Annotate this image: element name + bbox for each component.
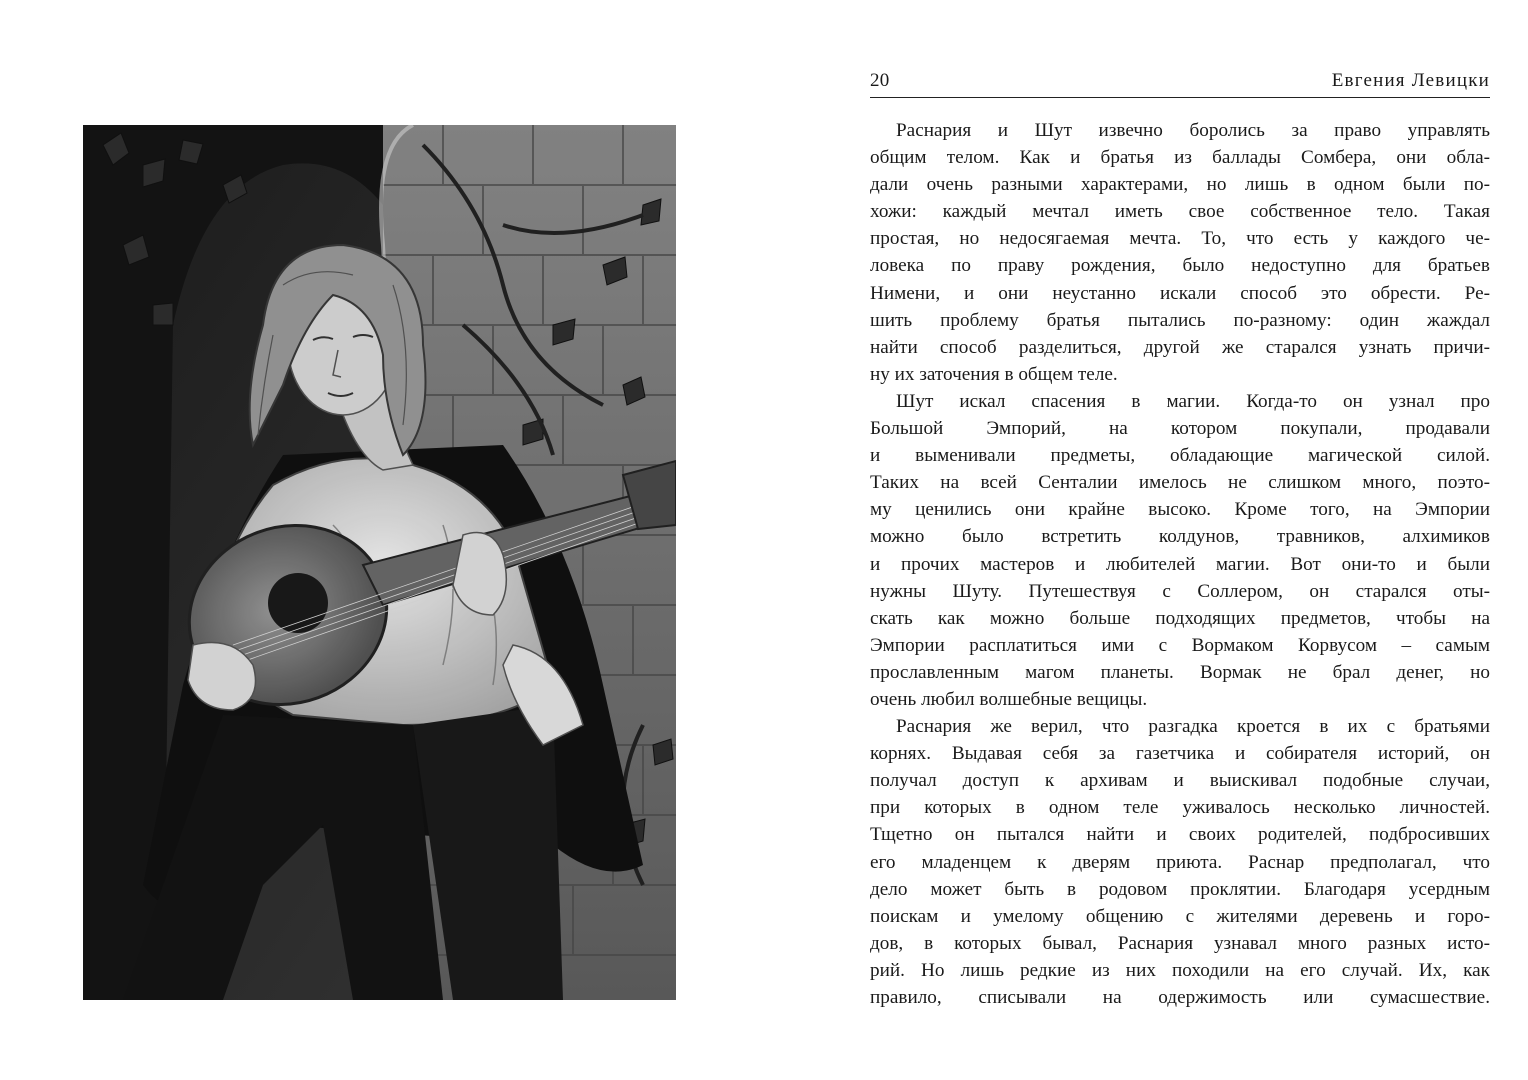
text-line: ну их заточения в общем теле. [870,363,1118,385]
right-page [764,0,1528,1080]
text-line: Таких на всей Сенталии имелось не слишком много, поэто- [870,472,1490,494]
text-line: ловека по праву рождения, было недоступно для братьев [870,255,1490,277]
text-line: нужны Шуту. Путешествуя с Соллером, он старался оты- [870,580,1490,602]
text-line: му ценились они крайне высоко. Кроме того, на Эмпории [870,499,1490,521]
text-line: шить проблему братья пытались по-разному: один жаждал [870,309,1490,331]
text-line: рий. Но лишь редкие из них походили на его случай. Их, как [870,959,1490,981]
lute-player-illustration [83,125,676,1000]
running-head [870,62,1490,92]
text-line: скать как можно больше подходящих предметов, чтобы на [870,607,1490,629]
text-line: хожи: каждый мечтал иметь свое собственное тело. Такая [870,201,1490,223]
text-line: дело может быть в родовом проклятии. Благодаря усердным [870,878,1490,900]
text-line: и выменивали предметы, обладающие магической силой. [870,445,1490,467]
text-line: правило, списывали на одержимость или сумасшествие. [870,987,1490,1008]
text-line: общим телом. Как и братья из баллады Сомбера, они обла- [870,147,1490,169]
author-name: Евгения Левицки [1331,70,1490,91]
text-line: простая, но недосягаемая мечта. То, что есть у каждого че- [870,228,1490,250]
illustration-drawing [83,125,676,1000]
text-line: Раснария же верил, что разгадка кроется в их с братьями [896,716,1490,738]
text-line: и прочих мастеров и любителей магии. Вот они-то и были [870,553,1490,575]
page-number: 20 [870,70,890,91]
text-line: найти способ разделиться, другой же старался узнать причи- [870,336,1490,358]
text-line: Тщетно он пытался найти и своих родителей, подбросивших [870,824,1490,846]
text-line: при которых в одном теле уживалось несколько личностей. [870,797,1490,819]
text-line: очень любил волшебные вещицы. [870,688,1148,710]
body-text [870,117,1490,1011]
text-line: дали очень разными характерами, но лишь в одном были по- [870,174,1490,196]
text-line: Шут искал спасения в магии. Когда-то он узнал про [896,390,1490,412]
text-line: поискам и умелому общению с жителями деревень и горо- [870,905,1490,927]
header-rule [870,97,1490,98]
text-line: можно было встретить колдунов, травников, алхимиков [870,526,1490,548]
text-line: его младенцем к дверям приюта. Раснар предполагал, что [870,851,1490,873]
text-line: дов, в которых бывал, Раснария узнавал много разных исто- [870,932,1490,954]
text-line: Раснария и Шут извечно боролись за право управлять [896,120,1490,141]
text-line: Большой Эмпорий, на котором покупали, продавали [870,418,1490,440]
text-line: прославленным магом планеты. Вормак не брал денег, но [870,661,1490,683]
text-line: Нимени, и они неустанно искали способ это обрести. Ре- [870,282,1490,304]
text-line: корнях. Выдавая себя за газетчика и собирателя историй, он [870,743,1490,765]
text-line: Эмпории расплатиться ими с Вормаком Корвусом – самым [870,634,1490,656]
text-line: получал доступ к архивам и выискивал подобные случаи, [870,770,1490,792]
